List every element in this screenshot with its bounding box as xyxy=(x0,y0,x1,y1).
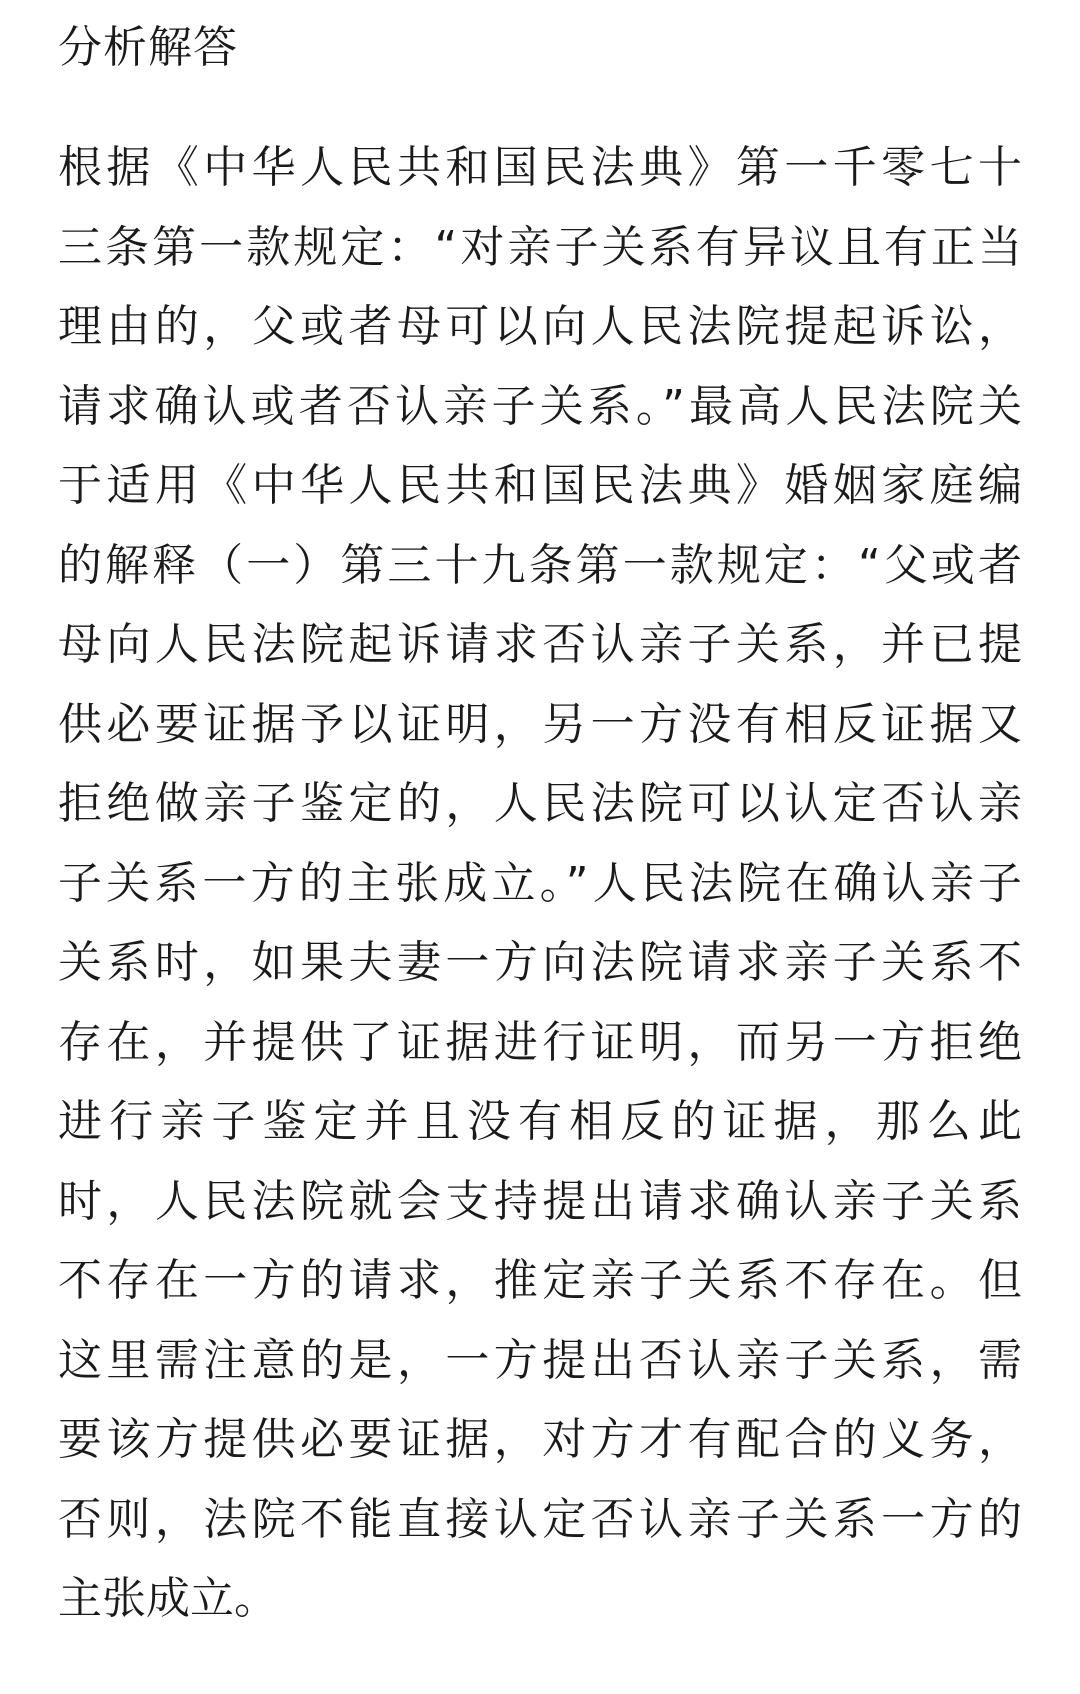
paragraph-line: 请求确认或者否认亲子关系。”最高人民法院关 xyxy=(58,380,1022,432)
paragraph-line: 拒绝做亲子鉴定的，人民法院可以认定否认亲 xyxy=(58,778,1022,829)
paragraph-line: 要该方提供必要证据，对方才有配合的义务， xyxy=(58,1414,1022,1465)
paragraph-line: 理由的，父或者母可以向人民法院提起诉讼， xyxy=(58,301,1022,352)
paragraph-line: 进行亲子鉴定并且没有相反的证据，那么此 xyxy=(58,1096,1022,1147)
paragraph-line: 存在，并提供了证据进行证明，而另一方拒绝 xyxy=(58,1016,1022,1068)
paragraph-line: 子关系一方的主张成立。”人民法院在确认亲子 xyxy=(58,857,1022,909)
paragraph-line: 关系时，如果夫妻一方向法院请求亲子关系不 xyxy=(58,937,1022,988)
paragraph-line: 这里需注意的是，一方提出否认亲子关系，需 xyxy=(58,1334,1022,1386)
section-heading: 分析解答 xyxy=(58,22,238,73)
answer-paragraph xyxy=(58,128,1022,1639)
paragraph-line: 否则，法院不能直接认定否认亲子关系一方的 xyxy=(58,1493,1022,1545)
paragraph-line: 不存在一方的请求，推定亲子关系不存在。但 xyxy=(58,1255,1022,1306)
paragraph-line: 的解释（一）第三十九条第一款规定：“父或者 xyxy=(58,539,1022,591)
paragraph-line: 母向人民法院起诉请求否认亲子关系，并已提 xyxy=(58,619,1022,670)
paragraph-line: 供必要证据予以证明，另一方没有相反证据又 xyxy=(58,698,1022,750)
paragraph-line: 根据《中华人民共和国民法典》第一千零七十 xyxy=(58,142,1022,193)
paragraph-line: 三条第一款规定：“对亲子关系有异议且有正当 xyxy=(58,221,1022,273)
paragraph-line: 时，人民法院就会支持提出请求确认亲子关系 xyxy=(58,1175,1022,1227)
paragraph-line: 于适用《中华人民共和国民法典》婚姻家庭编 xyxy=(58,460,1022,511)
paragraph-line: 主张成立。 xyxy=(58,1573,278,1624)
